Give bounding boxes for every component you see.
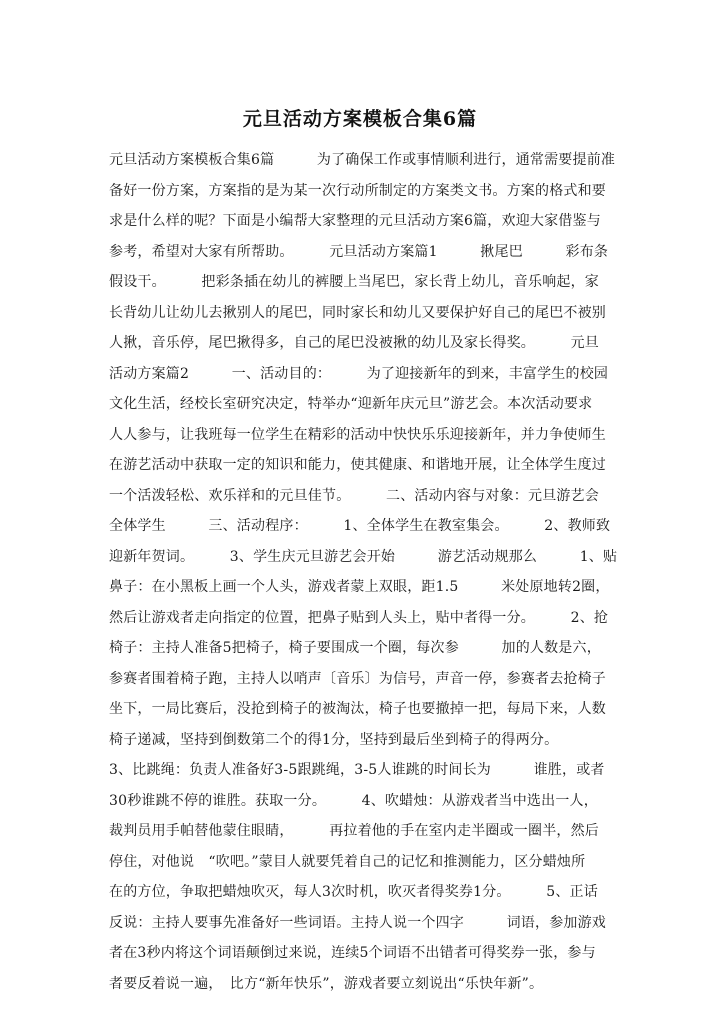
body-line: 求是什么样的呢？下面是小编帮大家整理的元旦活动方案6篇，欢迎大家借鉴与 bbox=[109, 213, 601, 229]
body-line: 3、比跳绳：负责人准备好3-5跟跳绳，3-5人谁跳的时间长为 谁胜，或者 bbox=[109, 762, 605, 778]
body-line: 在的方位，争取把蜡烛吹灭，每人3次时机，吹灭者得奖券1分。 5、正话 bbox=[109, 884, 598, 900]
body-line: 元旦活动方案模板合集6篇 为了确保工作或事情顺利进行，通常需要提前准 bbox=[109, 152, 616, 168]
body-line: 迎新年贺词。 3、学生庆元旦游艺会开始 游艺活动规那么 1、贴 bbox=[109, 548, 617, 565]
body-line: 参赛者围着椅子跑，主持人以哨声〔音乐〕为信号，声音一停，参赛者去抢椅子 bbox=[109, 670, 606, 687]
body-line: 假设干。 把彩条插在幼儿的裤腰上当尾巴，家长背上幼儿，音乐响起，家 bbox=[109, 274, 599, 290]
body-line: 全体学生 三、活动程序： 1、全体学生在教室集会。 2、教师致 bbox=[109, 518, 611, 534]
body-line: 备好一份方案，方案指的是为某一次行动所制定的方案类文书。方案的格式和要 bbox=[109, 182, 606, 199]
body-line: 人揪，音乐停，尾巴揪得多，自己的尾巴没被揪的幼儿及家长得奖。 元旦 bbox=[109, 335, 599, 351]
document-title: 元旦活动方案模板合集6篇 bbox=[242, 108, 478, 130]
body-line: 活动方案篇2 一、活动目的： 为了迎接新年的到来，丰富学生的校园 bbox=[109, 365, 609, 382]
body-line: 长背幼儿让幼儿去揪别人的尾巴，同时家长和幼儿又要保护好自己的尾巴不被别 bbox=[109, 304, 606, 321]
body-line: 停住，对他说 “吹吧。”蒙目人就要凭着自己的记忆和推测能力，区分蜡烛所 bbox=[109, 853, 586, 870]
body-line: 鼻子：在小黑板上画一个人头，游戏者蒙上双眼，距1.5 米处原地转2圈， bbox=[109, 579, 610, 595]
body-line: 坐下，一局比赛后，没抢到椅子的被淘汰，椅子也要撤掉一把，每局下来，人数 bbox=[109, 701, 606, 717]
body-line: 者在3秒内将这个词语颠倒过来说，连续5个词语不出错者可得奖券一张，参与 bbox=[109, 945, 596, 961]
body-line: 者要反着说一遍， 比方“新年快乐”，游戏者要立刻说出“乐快年新”。 bbox=[109, 975, 544, 992]
body-line: 文化生活，经校长室研究决定，特举办“迎新年庆元旦”游艺会。本次活动要求 bbox=[109, 396, 593, 412]
body-line: 在游艺活动中获取一定的知识和能力，使其健康、和谐地开展，让全体学生度过 bbox=[109, 457, 606, 473]
body-line: 参考，希望对大家有所帮助。 元旦活动方案篇1 揪尾巴 彩布条 bbox=[109, 243, 609, 260]
body-line: 一个活泼轻松、欢乐祥和的元旦佳节。 二、活动内容与对象：元旦游艺会 bbox=[109, 487, 599, 504]
body-line: 反说：主持人要事先准备好一些词语。主持人说一个四字 词语，参加游戏 bbox=[109, 914, 606, 931]
body-line: 人人参与，让我班每一位学生在精彩的活动中快快乐乐迎接新年，并力争使师生 bbox=[109, 426, 606, 443]
body-line: 裁判员用手帕替他蒙住眼睛， 再拉着他的手在室内走半圈或一圈半，然后 bbox=[109, 823, 599, 839]
body-line: 30秒谁跳不停的谁胜。获取一分。 4、吹蜡烛：从游戏者当中选出一人， bbox=[109, 792, 598, 809]
body-line: 然后让游戏者走向指定的位置，把鼻子贴到人头上，贴中者得一分。 2、抢 bbox=[109, 609, 609, 626]
body-line: 椅子递减，坚持到倒数第二个的得1分，坚持到最后坐到椅子的得两分。 bbox=[109, 731, 559, 748]
document-body bbox=[109, 145, 617, 999]
body-line: 椅子：主持人准备5把椅子，椅子要围成一个圈，每次参 加的人数是六， bbox=[109, 640, 601, 656]
